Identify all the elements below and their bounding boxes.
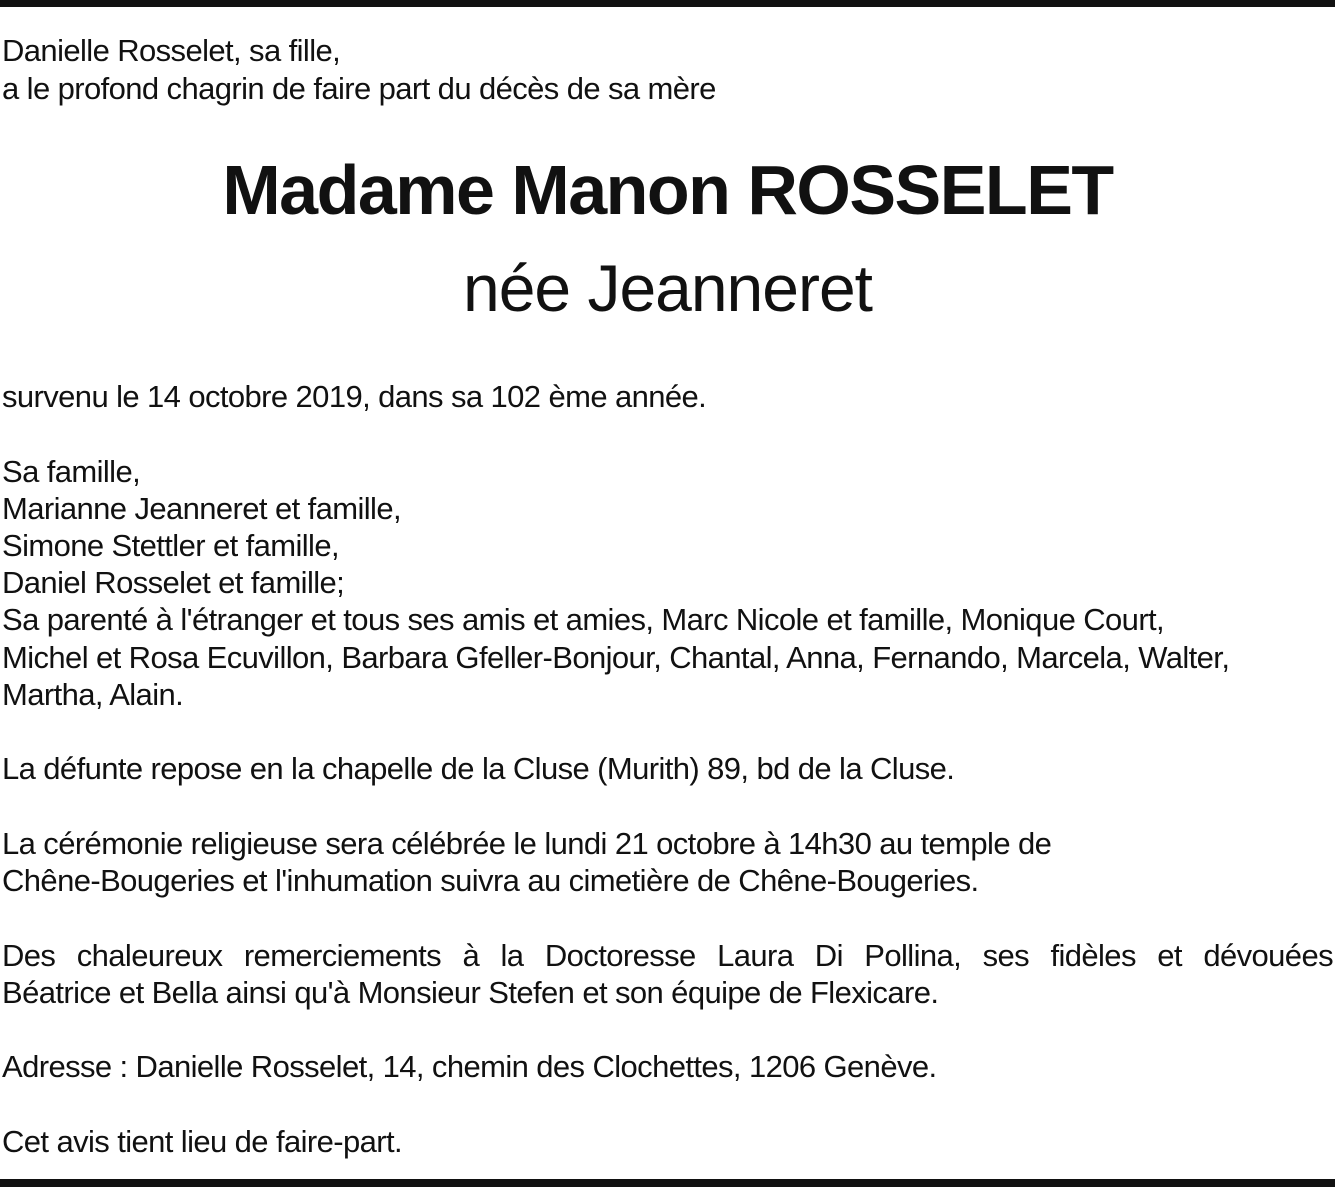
death-date-line: survenu le 14 octobre 2019, dans sa 102 ème année.: [2, 379, 707, 414]
family-line: Daniel Rosselet et famille;: [2, 565, 345, 600]
deceased-name: Madame Manon ROSSELET: [222, 151, 1113, 229]
rest-location-line: La défunte repose en la chapelle de la Cluse (Murith) 89, bd de la Cluse.: [2, 751, 955, 786]
relatives-line: Martha, Alain.: [2, 677, 184, 712]
intro-line-daughter: Danielle Rosselet, sa fille,: [2, 33, 341, 68]
closing-line: Cet avis tient lieu de faire-part.: [2, 1124, 403, 1159]
relatives-line: Michel et Rosa Ecuvillon, Barbara Gfeller-Bonjour, Chantal, Anna, Fernando, Marcela, Walter,: [2, 640, 1230, 675]
relatives-line: Sa parenté à l'étranger et tous ses amis et amies, Marc Nicole et famille, Monique Court,: [2, 602, 1165, 637]
thanks-line: Béatrice et Bella ainsi qu'à Monsieur Stefen et son équipe de Flexicare.: [2, 975, 939, 1010]
address-line: Adresse : Danielle Rosselet, 14, chemin des Clochettes, 1206 Genève.: [2, 1049, 937, 1084]
family-line: Sa famille,: [2, 454, 141, 489]
family-line: Simone Stettler et famille,: [2, 528, 340, 563]
bottom-rule: [0, 1179, 1335, 1187]
ceremony-line: La cérémonie religieuse sera célébrée le lundi 21 octobre à 14h30 au temple de: [2, 826, 1052, 861]
intro-line-announcement: a le profond chagrin de faire part du décès de sa mère: [2, 71, 716, 106]
thanks-line: Des chaleureux remerciements à la Doctoresse Laura Di Pollina, ses fidèles et dévouées: [2, 938, 1333, 973]
family-line: Marianne Jeanneret et famille,: [2, 491, 402, 526]
ceremony-line: Chêne-Bougeries et l'inhumation suivra au cimetière de Chêne-Bougeries.: [2, 863, 979, 898]
deceased-maiden-name: née Jeanneret: [462, 251, 872, 325]
